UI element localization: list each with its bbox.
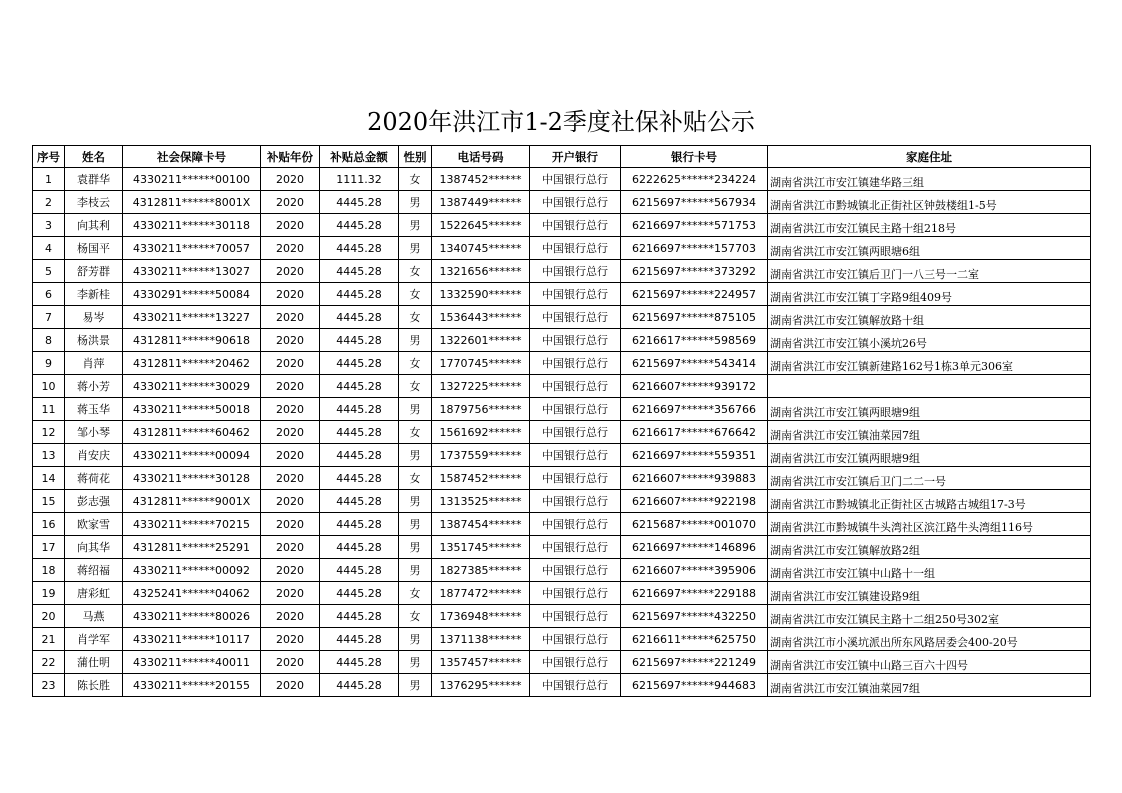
person-name: 欧家雪 (65, 513, 123, 536)
bank-card-number: 6216697******559351 (621, 444, 768, 467)
table-row (33, 651, 1091, 674)
subsidy-amount: 4445.28 (320, 674, 399, 697)
bank-card-number: 6216617******598569 (621, 329, 768, 352)
bank-name: 中国银行总行 (530, 559, 621, 582)
gender: 女 (399, 260, 432, 283)
bank-card-number: 6216697******229188 (621, 582, 768, 605)
table-row (33, 237, 1091, 260)
home-address: 湖南省洪江市安江镇两眼塘9组 (768, 398, 1091, 421)
row-index: 21 (33, 628, 65, 651)
gender: 男 (399, 237, 432, 260)
page-title: 2020年洪江市1-2季度社保补贴公示 (367, 108, 755, 136)
home-address: 湖南省洪江市小溪坑派出所东风路居委会400-20号 (768, 628, 1091, 651)
gender: 女 (399, 168, 432, 191)
person-name: 肖学军 (65, 628, 123, 651)
gender: 男 (399, 674, 432, 697)
gender: 男 (399, 444, 432, 467)
bank-name: 中国银行总行 (530, 444, 621, 467)
gender: 女 (399, 421, 432, 444)
table-row (33, 168, 1091, 191)
social-card-number: 4330211******70215 (123, 513, 261, 536)
social-card-number: 4312811******8001X (123, 191, 261, 214)
phone-number: 1561692****** (432, 421, 530, 444)
home-address: 湖南省洪江市安江镇油菜园7组 (768, 421, 1091, 444)
phone-number: 1371138****** (432, 628, 530, 651)
home-address: 湖南省洪江市安江镇小溪坑26号 (768, 329, 1091, 352)
row-index: 6 (33, 283, 65, 306)
subsidy-year: 2020 (261, 375, 320, 398)
table-row (33, 444, 1091, 467)
phone-number: 1322601****** (432, 329, 530, 352)
social-card-number: 4325241******04062 (123, 582, 261, 605)
bank-card-number: 6216617******676642 (621, 421, 768, 444)
person-name: 彭志强 (65, 490, 123, 513)
subsidy-year: 2020 (261, 214, 320, 237)
person-name: 向其利 (65, 214, 123, 237)
subsidy-year: 2020 (261, 559, 320, 582)
subsidy-year: 2020 (261, 536, 320, 559)
subsidy-amount: 4445.28 (320, 490, 399, 513)
subsidy-amount: 4445.28 (320, 651, 399, 674)
subsidy-year: 2020 (261, 306, 320, 329)
subsidy-amount: 1111.32 (320, 168, 399, 191)
gender: 男 (399, 214, 432, 237)
subsidy-amount: 4445.28 (320, 306, 399, 329)
subsidy-year: 2020 (261, 444, 320, 467)
person-name: 李新桂 (65, 283, 123, 306)
home-address: 湖南省洪江市安江镇民主路十组218号 (768, 214, 1091, 237)
bank-name: 中国银行总行 (530, 605, 621, 628)
bank-name: 中国银行总行 (530, 628, 621, 651)
gender: 男 (399, 536, 432, 559)
table-row (33, 605, 1091, 628)
subsidy-amount: 4445.28 (320, 628, 399, 651)
bank-card-number: 6215697******373292 (621, 260, 768, 283)
home-address: 湖南省洪江市安江镇两眼塘9组 (768, 444, 1091, 467)
bank-card-number: 6216607******939883 (621, 467, 768, 490)
social-card-number: 4330211******70057 (123, 237, 261, 260)
phone-number: 1827385****** (432, 559, 530, 582)
social-card-number: 4312811******20462 (123, 352, 261, 375)
subsidy-year: 2020 (261, 260, 320, 283)
subsidy-year: 2020 (261, 513, 320, 536)
subsidy-year: 2020 (261, 582, 320, 605)
subsidy-amount: 4445.28 (320, 260, 399, 283)
subsidy-year: 2020 (261, 329, 320, 352)
bank-card-number: 6216697******571753 (621, 214, 768, 237)
phone-number: 1321656****** (432, 260, 530, 283)
bank-name: 中国银行总行 (530, 421, 621, 444)
gender: 男 (399, 398, 432, 421)
home-address: 湖南省洪江市安江镇解放路2组 (768, 536, 1091, 559)
bank-name: 中国银行总行 (530, 490, 621, 513)
person-name: 邹小琴 (65, 421, 123, 444)
table-row (33, 191, 1091, 214)
phone-number: 1313525****** (432, 490, 530, 513)
table-header-row (33, 146, 1091, 168)
phone-number: 1879756****** (432, 398, 530, 421)
subsidy-amount: 4445.28 (320, 559, 399, 582)
bank-name: 中国银行总行 (530, 674, 621, 697)
phone-number: 1736948****** (432, 605, 530, 628)
home-address: 湖南省洪江市安江镇后卫门二二一号 (768, 467, 1091, 490)
phone-number: 1351745****** (432, 536, 530, 559)
table-row (33, 559, 1091, 582)
gender: 男 (399, 628, 432, 651)
row-index: 4 (33, 237, 65, 260)
bank-card-number: 6216697******146896 (621, 536, 768, 559)
subsidy-year: 2020 (261, 674, 320, 697)
gender: 女 (399, 582, 432, 605)
row-index: 16 (33, 513, 65, 536)
person-name: 唐彩虹 (65, 582, 123, 605)
subsidy-amount: 4445.28 (320, 421, 399, 444)
row-index: 9 (33, 352, 65, 375)
bank-card-number: 6216611******625750 (621, 628, 768, 651)
bank-name: 中国银行总行 (530, 214, 621, 237)
bank-name: 中国银行总行 (530, 260, 621, 283)
bank-name: 中国银行总行 (530, 191, 621, 214)
gender: 男 (399, 191, 432, 214)
person-name: 杨洪景 (65, 329, 123, 352)
phone-number: 1387449****** (432, 191, 530, 214)
phone-number: 1522645****** (432, 214, 530, 237)
person-name: 蒋荷花 (65, 467, 123, 490)
social-card-number: 4330211******13227 (123, 306, 261, 329)
subsidy-amount: 4445.28 (320, 214, 399, 237)
person-name: 肖安庆 (65, 444, 123, 467)
subsidy-amount: 4445.28 (320, 398, 399, 421)
social-card-number: 4330211******80026 (123, 605, 261, 628)
bank-name: 中国银行总行 (530, 329, 621, 352)
social-card-number: 4330211******30029 (123, 375, 261, 398)
home-address: 湖南省洪江市黔城镇牛头湾社区滨江路牛头湾组116号 (768, 513, 1091, 536)
social-card-number: 4330211******30128 (123, 467, 261, 490)
row-index: 23 (33, 674, 65, 697)
subsidy-amount: 4445.28 (320, 536, 399, 559)
phone-number: 1340745****** (432, 237, 530, 260)
person-name: 杨国平 (65, 237, 123, 260)
subsidy-year: 2020 (261, 191, 320, 214)
bank-card-number: 6222625******234224 (621, 168, 768, 191)
subsidy-amount: 4445.28 (320, 283, 399, 306)
person-name: 马燕 (65, 605, 123, 628)
home-address: 湖南省洪江市安江镇建华路三组 (768, 168, 1091, 191)
subsidy-year: 2020 (261, 651, 320, 674)
row-index: 7 (33, 306, 65, 329)
header-address: 家庭住址 (768, 146, 1091, 168)
table-row (33, 421, 1091, 444)
subsidy-amount: 4445.28 (320, 191, 399, 214)
person-name: 肖萍 (65, 352, 123, 375)
row-index: 15 (33, 490, 65, 513)
home-address: 湖南省洪江市安江镇中山路十一组 (768, 559, 1091, 582)
bank-name: 中国银行总行 (530, 513, 621, 536)
bank-name: 中国银行总行 (530, 398, 621, 421)
social-card-number: 4330211******40011 (123, 651, 261, 674)
subsidy-amount: 4445.28 (320, 375, 399, 398)
bank-name: 中国银行总行 (530, 467, 621, 490)
header-phone: 电话号码 (432, 146, 530, 168)
home-address: 湖南省洪江市安江镇民主路十二组250号302室 (768, 605, 1091, 628)
home-address: 湖南省洪江市安江镇丁字路9组409号 (768, 283, 1091, 306)
bank-name: 中国银行总行 (530, 237, 621, 260)
subsidy-year: 2020 (261, 168, 320, 191)
person-name: 舒芳群 (65, 260, 123, 283)
home-address: 湖南省洪江市安江镇油菜园7组 (768, 674, 1091, 697)
subsidy-year: 2020 (261, 467, 320, 490)
social-card-number: 4330211******10117 (123, 628, 261, 651)
row-index: 10 (33, 375, 65, 398)
table-row (33, 260, 1091, 283)
phone-number: 1587452****** (432, 467, 530, 490)
subsidy-year: 2020 (261, 605, 320, 628)
table-row (33, 674, 1091, 697)
gender: 女 (399, 375, 432, 398)
home-address: 湖南省洪江市安江镇两眼塘6组 (768, 237, 1091, 260)
bank-card-number: 6216697******157703 (621, 237, 768, 260)
phone-number: 1387454****** (432, 513, 530, 536)
person-name: 蒲仕明 (65, 651, 123, 674)
home-address: 湖南省洪江市安江镇后卫门一八三号一二室 (768, 260, 1091, 283)
row-index: 17 (33, 536, 65, 559)
phone-number: 1737559****** (432, 444, 530, 467)
table-row (33, 536, 1091, 559)
social-card-number: 4330211******50018 (123, 398, 261, 421)
header-gender: 性别 (399, 146, 432, 168)
social-card-number: 4312811******9001X (123, 490, 261, 513)
home-address: 湖南省洪江市黔城镇北正街社区钟鼓楼组1-5号 (768, 191, 1091, 214)
row-index: 14 (33, 467, 65, 490)
row-index: 20 (33, 605, 65, 628)
subsidy-table (32, 145, 1091, 697)
gender: 女 (399, 467, 432, 490)
social-card-number: 4330211******30118 (123, 214, 261, 237)
table-row (33, 375, 1091, 398)
bank-name: 中国银行总行 (530, 283, 621, 306)
gender: 女 (399, 352, 432, 375)
bank-name: 中国银行总行 (530, 375, 621, 398)
bank-card-number: 6216607******395906 (621, 559, 768, 582)
subsidy-amount: 4445.28 (320, 467, 399, 490)
header-name: 姓名 (65, 146, 123, 168)
person-name: 蒋玉华 (65, 398, 123, 421)
gender: 女 (399, 283, 432, 306)
table-row (33, 582, 1091, 605)
table-row (33, 628, 1091, 651)
phone-number: 1332590****** (432, 283, 530, 306)
row-index: 19 (33, 582, 65, 605)
person-name: 陈长胜 (65, 674, 123, 697)
row-index: 1 (33, 168, 65, 191)
bank-card-number: 6215697******221249 (621, 651, 768, 674)
table-row (33, 513, 1091, 536)
bank-name: 中国银行总行 (530, 168, 621, 191)
social-card-number: 4312811******25291 (123, 536, 261, 559)
row-index: 5 (33, 260, 65, 283)
social-card-number: 4330211******00094 (123, 444, 261, 467)
bank-name: 中国银行总行 (530, 352, 621, 375)
phone-number: 1376295****** (432, 674, 530, 697)
phone-number: 1387452****** (432, 168, 530, 191)
row-index: 8 (33, 329, 65, 352)
subsidy-amount: 4445.28 (320, 582, 399, 605)
gender: 男 (399, 559, 432, 582)
bank-card-number: 6215697******875105 (621, 306, 768, 329)
social-card-number: 4330211******00092 (123, 559, 261, 582)
row-index: 11 (33, 398, 65, 421)
subsidy-amount: 4445.28 (320, 513, 399, 536)
bank-name: 中国银行总行 (530, 536, 621, 559)
row-index: 2 (33, 191, 65, 214)
table-row (33, 306, 1091, 329)
person-name: 蒋绍福 (65, 559, 123, 582)
home-address: 湖南省洪江市安江镇建设路9组 (768, 582, 1091, 605)
social-card-number: 4330211******00100 (123, 168, 261, 191)
bank-card-number: 6216607******922198 (621, 490, 768, 513)
table-row (33, 283, 1091, 306)
home-address: 湖南省洪江市安江镇解放路十组 (768, 306, 1091, 329)
social-card-number: 4312811******60462 (123, 421, 261, 444)
bank-card-number: 6215697******543414 (621, 352, 768, 375)
table-row (33, 352, 1091, 375)
bank-card-number: 6215697******567934 (621, 191, 768, 214)
bank-name: 中国银行总行 (530, 306, 621, 329)
bank-card-number: 6215697******944683 (621, 674, 768, 697)
gender: 男 (399, 329, 432, 352)
header-bank-card: 银行卡号 (621, 146, 768, 168)
person-name: 袁群华 (65, 168, 123, 191)
table-row (33, 467, 1091, 490)
home-address: 湖南省洪江市安江镇新建路162号1栋3单元306室 (768, 352, 1091, 375)
subsidy-year: 2020 (261, 421, 320, 444)
subsidy-year: 2020 (261, 490, 320, 513)
row-index: 18 (33, 559, 65, 582)
bank-card-number: 6215697******224957 (621, 283, 768, 306)
gender: 男 (399, 490, 432, 513)
social-card-number: 4330211******13027 (123, 260, 261, 283)
social-card-number: 4330211******20155 (123, 674, 261, 697)
bank-card-number: 6215697******432250 (621, 605, 768, 628)
gender: 男 (399, 651, 432, 674)
phone-number: 1357457****** (432, 651, 530, 674)
row-index: 12 (33, 421, 65, 444)
phone-number: 1536443****** (432, 306, 530, 329)
phone-number: 1327225****** (432, 375, 530, 398)
person-name: 易岑 (65, 306, 123, 329)
home-address (768, 375, 1091, 398)
bank-card-number: 6216607******939172 (621, 375, 768, 398)
row-index: 13 (33, 444, 65, 467)
bank-name: 中国银行总行 (530, 651, 621, 674)
bank-name: 中国银行总行 (530, 582, 621, 605)
person-name: 向其华 (65, 536, 123, 559)
subsidy-year: 2020 (261, 283, 320, 306)
table-row (33, 329, 1091, 352)
social-card-number: 4312811******90618 (123, 329, 261, 352)
table-row (33, 490, 1091, 513)
gender: 男 (399, 513, 432, 536)
header-year: 补贴年份 (261, 146, 320, 168)
phone-number: 1770745****** (432, 352, 530, 375)
social-card-number: 4330291******50084 (123, 283, 261, 306)
subsidy-amount: 4445.28 (320, 237, 399, 260)
person-name: 蒋小芳 (65, 375, 123, 398)
person-name: 李枝云 (65, 191, 123, 214)
header-bank: 开户银行 (530, 146, 621, 168)
subsidy-year: 2020 (261, 628, 320, 651)
subsidy-amount: 4445.28 (320, 329, 399, 352)
phone-number: 1877472****** (432, 582, 530, 605)
subsidy-amount: 4445.28 (320, 352, 399, 375)
bank-card-number: 6215687******001070 (621, 513, 768, 536)
header-social-card: 社会保障卡号 (123, 146, 261, 168)
subsidy-amount: 4445.28 (320, 605, 399, 628)
header-index: 序号 (33, 146, 65, 168)
subsidy-year: 2020 (261, 398, 320, 421)
table-row (33, 398, 1091, 421)
table-row (33, 214, 1091, 237)
bank-card-number: 6216697******356766 (621, 398, 768, 421)
subsidy-year: 2020 (261, 352, 320, 375)
subsidy-year: 2020 (261, 237, 320, 260)
home-address: 湖南省洪江市安江镇中山路三百六十四号 (768, 651, 1091, 674)
row-index: 22 (33, 651, 65, 674)
gender: 女 (399, 605, 432, 628)
header-amount: 补贴总金额 (320, 146, 399, 168)
home-address: 湖南省洪江市黔城镇北正街社区古城路古城组17-3号 (768, 490, 1091, 513)
gender: 女 (399, 306, 432, 329)
row-index: 3 (33, 214, 65, 237)
subsidy-amount: 4445.28 (320, 444, 399, 467)
